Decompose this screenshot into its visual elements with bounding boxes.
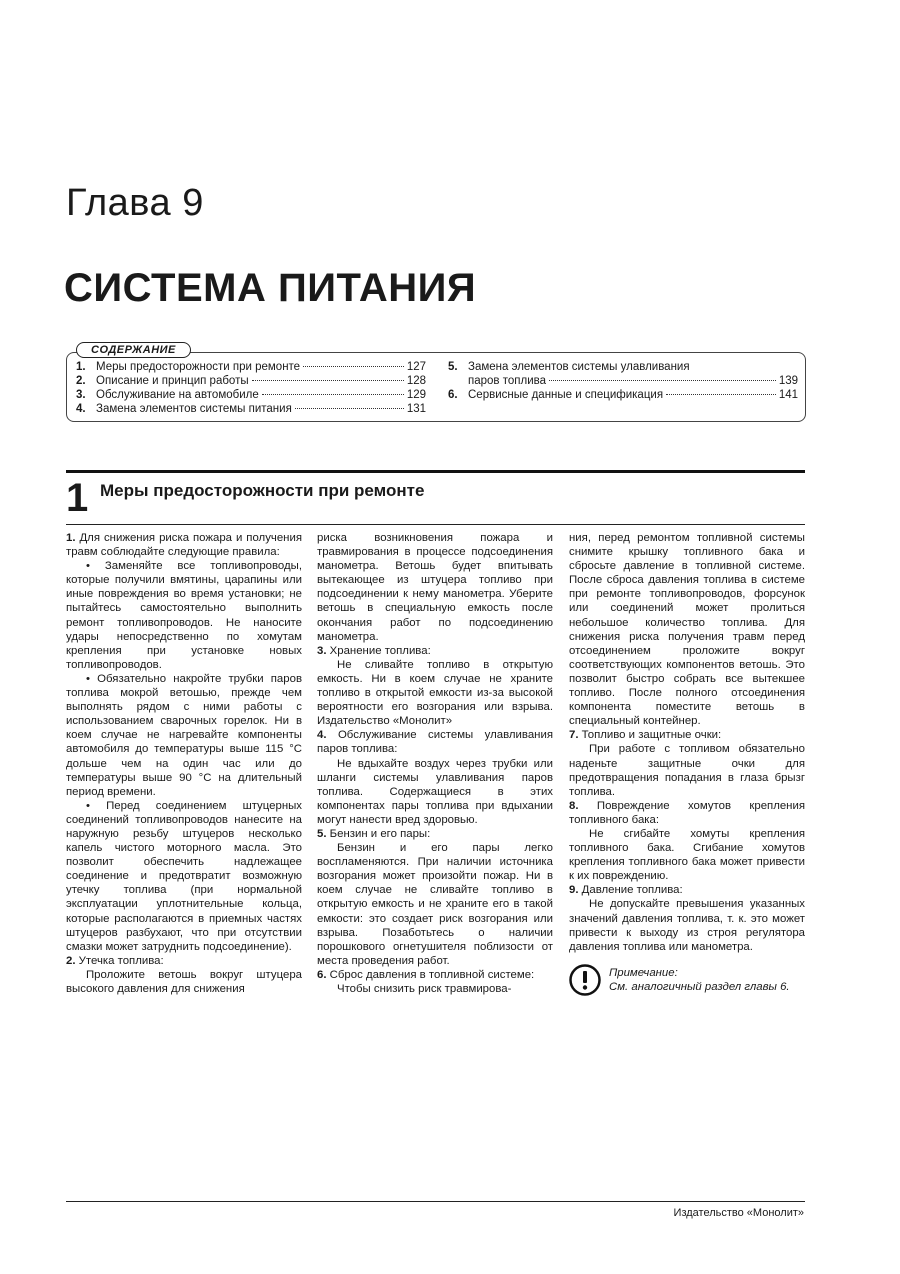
item-text: Хранение топлива: <box>326 644 431 657</box>
section-number: 1 <box>66 476 89 520</box>
text-column-2 <box>317 531 553 996</box>
toc-heading: СОДЕРЖАНИЕ <box>76 342 191 358</box>
toc-item[interactable] <box>76 360 426 374</box>
toc-item[interactable] <box>76 374 426 388</box>
toc-leader-dots <box>295 408 404 409</box>
item-heading <box>317 644 553 658</box>
item-number: 7. <box>569 729 579 742</box>
toc-item-text: Замена элементов системы улавливания <box>468 361 690 373</box>
toc-item[interactable] <box>448 360 798 374</box>
toc-leader-dots <box>252 380 404 381</box>
toc-item-page: 129 <box>406 389 426 401</box>
paragraph: Не вдыхайте воздух через трубки или шланги системы улавливания паров топлива. Содержащиеся в этих компонентах пары топлива при вдыхании могут нанести вред здоровью. <box>317 757 553 826</box>
item-number: 5. <box>317 827 327 840</box>
item-heading <box>317 728 553 756</box>
toc-column-right <box>448 360 798 402</box>
toc-leader-dots <box>303 366 404 367</box>
toc-leader-dots <box>666 394 776 395</box>
toc-item-text: Меры предосторожности при ремонте <box>96 361 301 373</box>
item-number: 2. <box>66 954 76 967</box>
toc-item-page: 139 <box>778 375 798 387</box>
note-text <box>609 964 790 994</box>
item-heading <box>66 954 302 968</box>
text-column-1 <box>66 531 302 996</box>
toc-item[interactable] <box>448 388 798 402</box>
toc-item[interactable] <box>76 402 426 416</box>
chapter-label: Глава 9 <box>66 182 204 224</box>
item-text: Обслуживание системы улавливания паров топлива: <box>317 729 553 756</box>
paragraph: Чтобы снизить риск травмирова- <box>337 983 512 995</box>
toc-leader-dots <box>262 394 404 395</box>
paragraph: Не допускайте превышения указанных значений давления топлива, т. к. это может привести к выходу из строя регулятора давления топлива или манометра. <box>569 898 805 953</box>
section-top-rule <box>66 470 805 473</box>
item-number: 3. <box>317 644 327 657</box>
note-label: Примечание: <box>609 966 678 979</box>
item-text: Повреждение хомутов крепления топливного бака: <box>569 799 805 826</box>
item-number: 8. <box>569 799 579 812</box>
item-number: 4. <box>317 729 327 742</box>
warning-exclamation-icon <box>569 964 601 996</box>
toc-leader-dots <box>549 380 776 381</box>
footer-publisher: Издательство «Монолит» <box>673 1207 804 1219</box>
item-heading <box>569 799 805 827</box>
item-text: Давление топлива: <box>578 884 683 897</box>
toc-item-page: 128 <box>406 375 426 387</box>
toc-item-number: 1. <box>76 361 86 373</box>
bullet-paragraph: • Перед соединением штуцерных соединений топливопроводов нанесите на наружную резьбу штуцеров несколько капель чистого моторного масла. Это позволит обеспечить надлежащее соединение и предотвратит возможную утечку топлива (при нормальной эксплуатации уплотнительные кольца, которые располагаются в приемных частях штуцеров разбухают, что при отсутствии смазки может затруднить подсоединение). <box>66 799 302 953</box>
item-heading <box>317 968 553 982</box>
item-number: 6. <box>317 968 327 981</box>
paragraph: Бензин и его пары легко воспламеняются. При наличии источника возгорания может произойти пожар. Ни в коем случае не сливайте топливо в открытую емкость и не храните его в такой емкости: это создает риск возгорания или взрыва. Позаботьтесь о наличии порошкового огнетушителя поблизости от места проведения работ. <box>317 842 553 967</box>
toc-item-text: Обслуживание на автомобиле <box>96 389 259 401</box>
item-heading <box>317 827 553 841</box>
paragraph: риска возникновения пожара и травмирования в процессе подсоединения манометра. Ветошь будет впитывать вытекающее из штуцера топливо при подсоединении к нему манометра. Уберите ветошь в специальную емкость после окончания работ по подсоединению манометра. <box>317 532 553 643</box>
toc-column-left <box>76 360 426 416</box>
toc-item-text: Замена элементов системы питания <box>96 403 292 415</box>
item-heading <box>569 728 805 742</box>
section-bottom-rule <box>66 524 805 525</box>
item-text: Топливо и защитные очки: <box>578 729 722 742</box>
toc-item-text: паров топлива <box>468 375 546 387</box>
text-column-3 <box>569 531 805 996</box>
paragraph: При работе с топливом обязательно наденьте защитные очки для предотвращения попадания в глаза брызг топлива. <box>569 743 805 798</box>
note-block <box>569 964 805 996</box>
bullet-paragraph: • Обязательно накройте трубки паров топлива мокрой ветошью, прежде чем выполнять рядом с ними работы с использованием сварочных горелок. Ни в коем случае не нагревайте компоненты автомобиля до температуры выше 115 °С дольше чем на один час или до температуры выше 90 °С на длительный период времени. <box>66 672 302 798</box>
toc-item-page: 131 <box>406 403 426 415</box>
footer-rule <box>66 1201 805 1202</box>
toc-item[interactable] <box>76 388 426 402</box>
toc-item-page: 127 <box>406 361 426 373</box>
item-text: Утечка топлива: <box>75 954 164 967</box>
paragraph: ния, перед ремонтом топливной системы снимите крышку топливного бака и сбросьте давление в топливной системе. После сброса давления топлива в системе при ремонте топливопроводов, форсунок или соединений может пролиться небольшое количество топлива. Для снижения риска получения травм перед отсоединением проложите вокруг соответствующих компонентов ветошь. Это позволит быстро собрать все вытекшее топливо. После полного отсоединения компонента поместите ветошь в специальный контейнер. <box>569 532 805 728</box>
item-heading <box>569 883 805 897</box>
item-number: 1. <box>66 532 76 544</box>
paragraph: Не сгибайте хомуты крепления топливного бака. Сгибание хомутов крепления топливного бака может привести к их повреждению. <box>569 827 805 883</box>
item-text: Для снижения риска пожара и получения травм соблюдайте следующие правила: <box>66 532 302 559</box>
paragraph: Проложите ветошь вокруг штуцера высокого давления для снижения <box>66 968 302 995</box>
chapter-title: СИСТЕМА ПИТАНИЯ <box>64 266 477 310</box>
section-title: Меры предосторожности при ремонте <box>100 481 425 500</box>
toc-item-number: 3. <box>76 389 86 401</box>
paragraph <box>66 531 302 559</box>
toc-item-text: Описание и принцип работы <box>96 375 249 387</box>
toc-item-page: 141 <box>778 389 798 401</box>
item-text: Сброс давления в топливной системе: <box>326 968 535 981</box>
toc-item-text: Сервисные данные и спецификация <box>468 389 664 401</box>
toc-item-number: 5. <box>448 361 458 373</box>
toc-item-continuation[interactable] <box>448 374 798 388</box>
toc-item-number: 4. <box>76 403 86 415</box>
toc-item-number: 6. <box>448 389 458 401</box>
item-text: Бензин и его пары: <box>326 827 431 840</box>
paragraph: Не сливайте топливо в открытую емкость. Ни в коем случае не храните топливо в открытой емкости из-за высокой вероятности его возгорания или взрыва. Издательство «Монолит» <box>317 658 553 728</box>
note-content: См. аналогичный раздел главы 6. <box>609 980 790 993</box>
bullet-paragraph: • Заменяйте все топливопроводы, которые получили вмятины, царапины или иные повреждения во время установки; не пытайтесь самостоятельно выполнить ремонт топливопроводов. Не наносите удары непосредственно по хомутам крепления при установке новых топливопроводов. <box>66 560 302 671</box>
toc-item-number: 2. <box>76 375 86 387</box>
item-number: 9. <box>569 884 579 897</box>
